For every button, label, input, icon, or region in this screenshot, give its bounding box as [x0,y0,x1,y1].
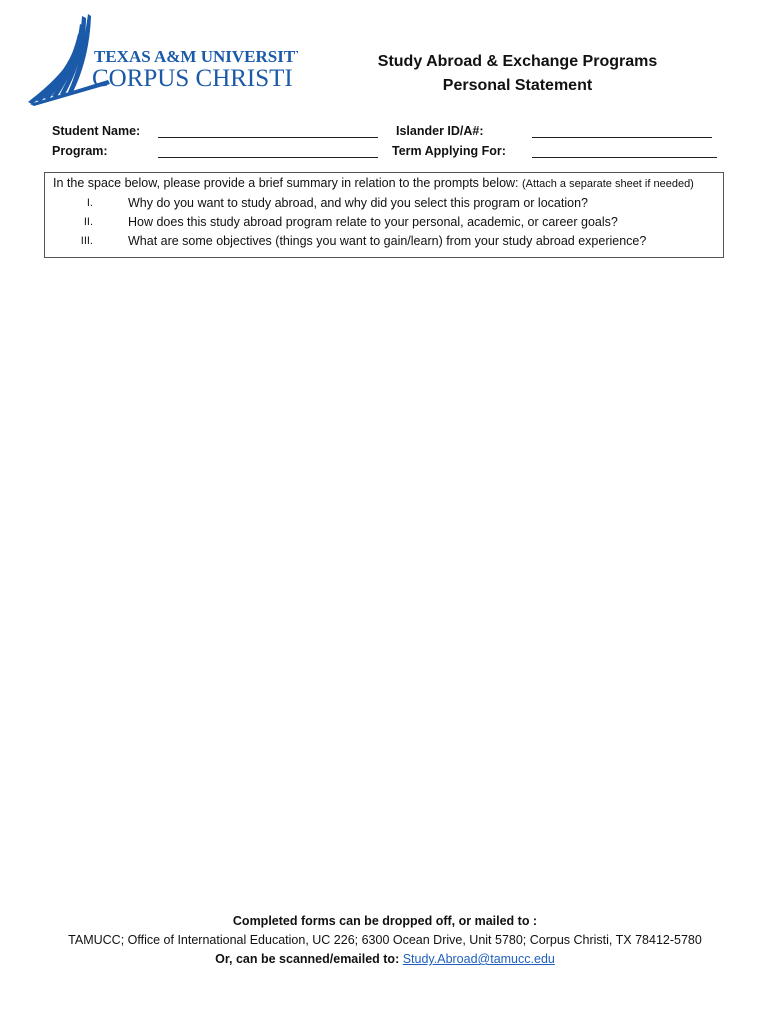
prompt-item [53,232,715,251]
prompt-number: III. [80,235,93,247]
page-subtitle: Personal Statement [442,77,593,94]
prompt-text: What are some objectives (things you want to gain/learn) from your study abroad experience? [128,234,647,248]
program-label: Program: [52,144,108,158]
title-block [340,50,695,98]
prompt-number: II. [83,216,93,228]
wing-logo-icon [28,14,298,106]
prompt-intro-text: In the space below, please provide a brief summary in relation to the prompts below: [53,176,519,190]
logo-line1: TEXAS A&M UNIVERSITY [94,47,298,66]
email-link[interactable]: Study.Abroad@tamucc.edu [402,952,555,966]
page-title: Study Abroad & Exchange Programs [377,53,658,70]
prompt-box[interactable] [44,172,724,258]
footer [0,912,770,969]
footer-address: TAMUCC; Office of International Education, UC 226; 6300 Ocean Drive, Unit 5780; Corpus Christi, TX 78412-5780 [68,933,702,947]
term-label: Term Applying For: [392,144,506,158]
prompt-item [53,194,715,213]
student-name-field[interactable] [158,137,378,138]
prompt-note: (Attach a separate sheet if needed) [522,178,694,190]
term-field[interactable] [532,157,717,158]
logo-line2: CORPUS CHRISTI [92,65,293,92]
program-field[interactable] [158,157,378,158]
footer-line1: Completed forms can be dropped off, or mailed to : [232,914,538,928]
student-name-label: Student Name: [52,124,141,138]
islander-id-label: Islander ID/A#: [396,124,484,138]
footer-line3: Or, can be scanned/emailed to: [215,952,400,966]
islander-id-field[interactable] [532,137,712,138]
prompt-intro [53,174,715,194]
prompt-number: I. [86,197,93,209]
university-logo [28,14,298,106]
prompt-item [53,213,715,232]
prompt-text: How does this study abroad program relate to your personal, academic, or career goals? [128,215,618,229]
prompt-text: Why do you want to study abroad, and why did you select this program or location? [128,196,588,210]
